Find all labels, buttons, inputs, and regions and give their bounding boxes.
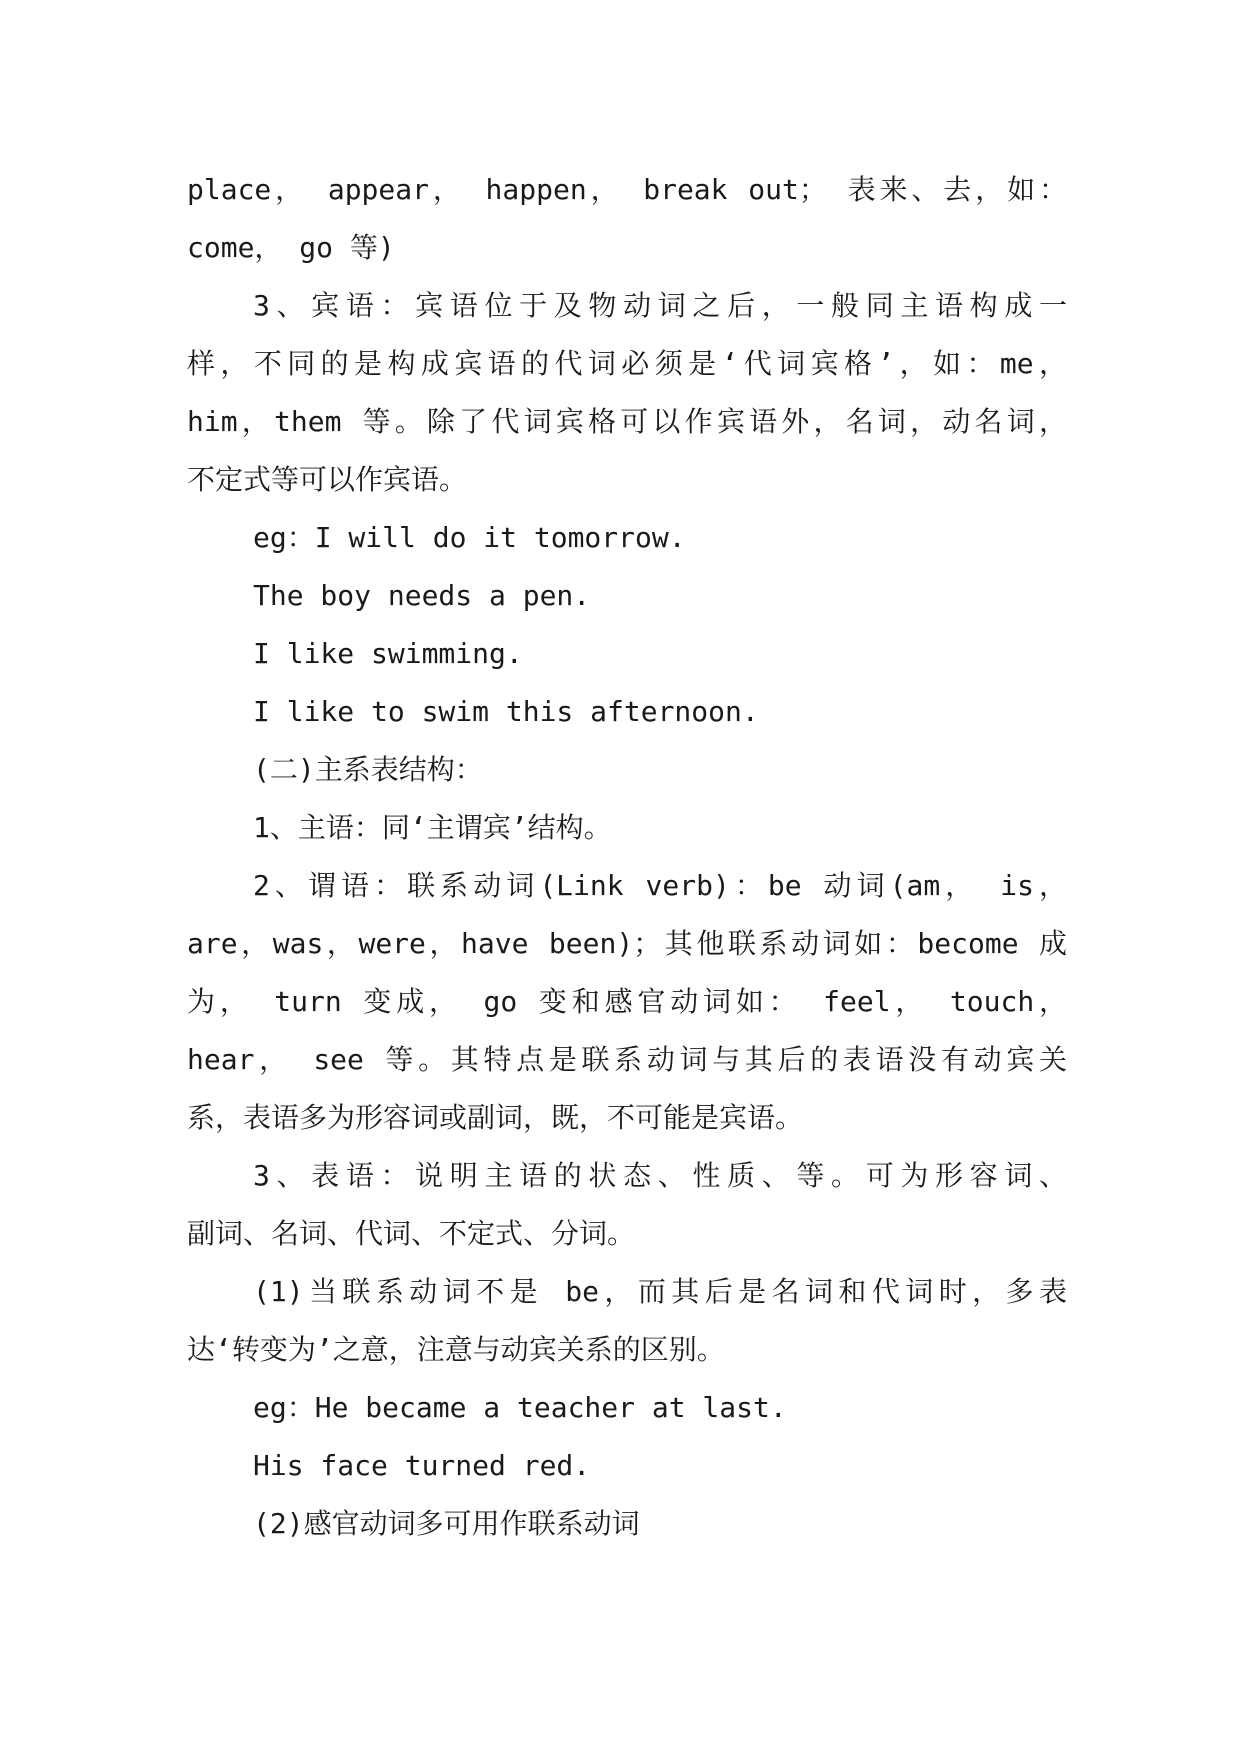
text-line: hear， see 等。其特点是联系动词与其后的表语没有动宾关 xyxy=(187,1043,1067,1076)
paragraph-object-heading: 3、宾语：宾语位于及物动词之后，一般同主语构成一 xyxy=(253,289,1067,322)
example-sentence: The boy needs a pen. xyxy=(253,579,591,612)
paragraph-note-1: (1)当联系动词不是 be，而其后是名词和代词时，多表 xyxy=(253,1275,1067,1308)
text-line: come， go 等) xyxy=(187,231,395,264)
text-line: are，was，were，have been)；其他联系动词如：become 成 xyxy=(187,927,1067,960)
example-sentence: eg：He became a teacher at last. xyxy=(253,1391,787,1424)
example-sentence: I like to swim this afternoon. xyxy=(253,695,759,728)
paragraph-note-2: (2)感官动词多可用作联系动词 xyxy=(253,1507,640,1540)
document-body xyxy=(187,161,1067,1553)
paragraph-predicate: 2、谓语：联系动词(Link verb)：be 动词(am， is， xyxy=(253,869,1067,902)
text-line: 不定式等可以作宾语。 xyxy=(187,463,468,496)
text-line: 样，不同的是构成宾语的代词必须是‘代词宾格’，如：me， xyxy=(187,347,1067,380)
text-line: him，them 等。除了代词宾格可以作宾语外，名词，动名词， xyxy=(187,405,1067,438)
text-line: 系，表语多为形容词或副词，既，不可能是宾语。 xyxy=(187,1101,804,1134)
paragraph-predicative: 3、表语：说明主语的状态、性质、等。可为形容词、 xyxy=(253,1159,1067,1192)
text-line: 为， turn 变成， go 变和感官动词如： feel， touch， xyxy=(187,985,1067,1018)
section-heading: (二)主系表结构： xyxy=(253,753,483,786)
text-line: 达‘转变为’之意，注意与动宾关系的区别。 xyxy=(187,1333,725,1366)
example-sentence: I like swimming. xyxy=(253,637,523,670)
example-sentence: His face turned red. xyxy=(253,1449,591,1482)
text-line: 副词、名词、代词、不定式、分词。 xyxy=(187,1217,636,1250)
example-sentence: eg：I will do it tomorrow. xyxy=(253,521,686,554)
paragraph-subject: 1、主语：同‘主谓宾’结构。 xyxy=(253,811,612,844)
text-line: place， appear， happen， break out； 表来、去，如： xyxy=(187,173,1067,206)
